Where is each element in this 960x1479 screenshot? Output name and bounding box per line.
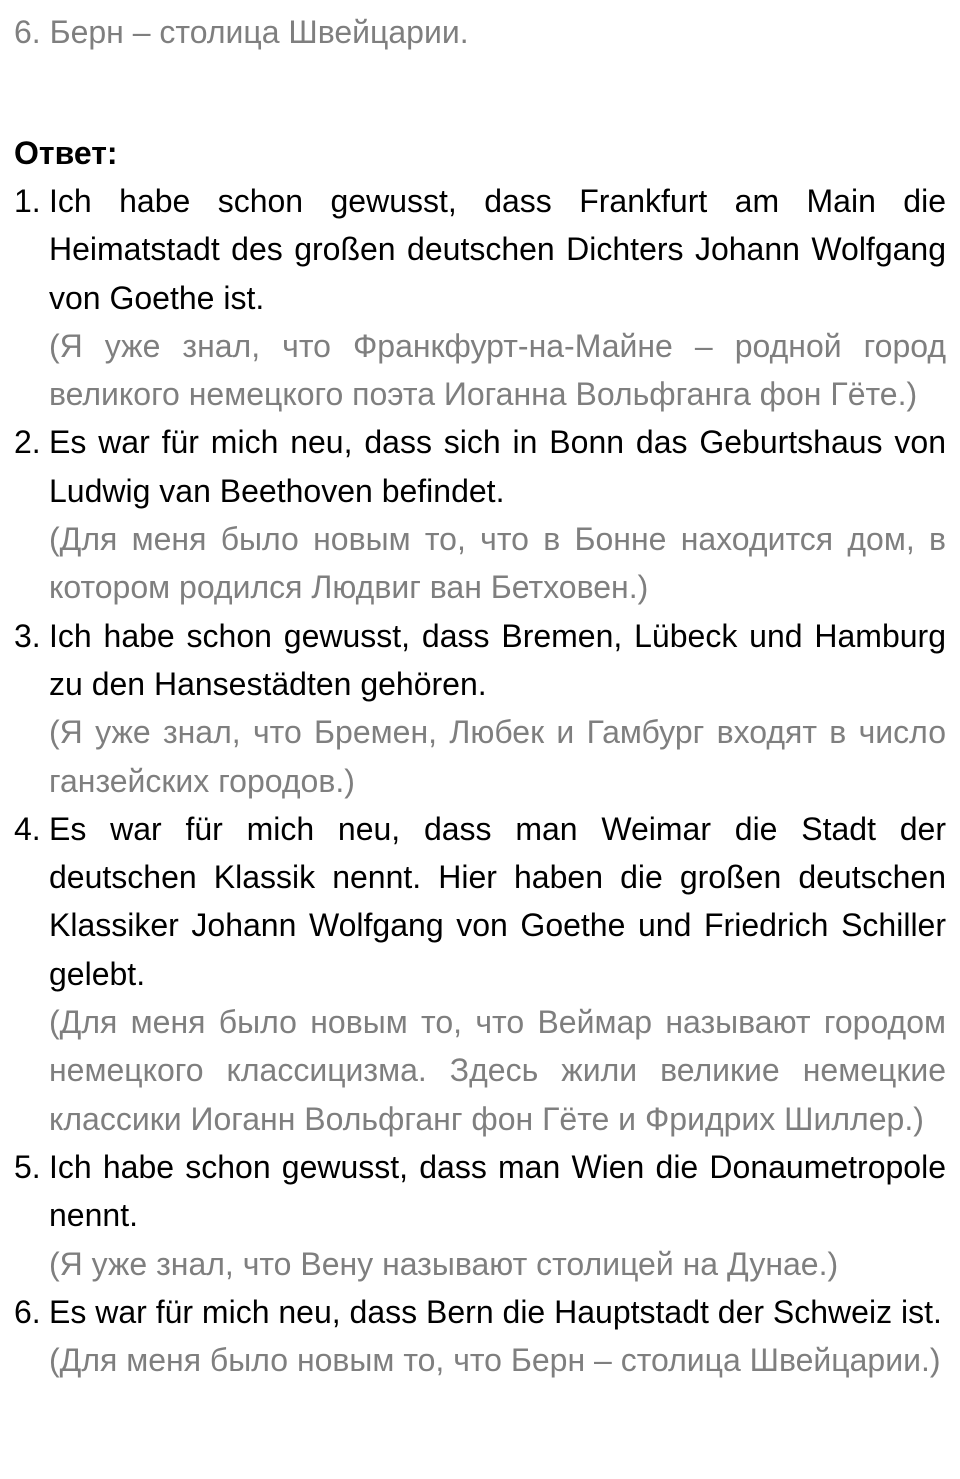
answer-body [49, 1288, 946, 1385]
answer-number: 3. [14, 617, 41, 654]
answer-number: 5. [14, 1148, 41, 1185]
german-sentence: Ich habe schon gewusst, dass man Wien die Donaumetropole nennt. [49, 1148, 946, 1234]
german-sentence: Ich habe schon gewusst, dass Frankfurt am Main die Heimatstadt des großen deutschen Dichters Johann Wolfgang von Goethe ist. [49, 183, 946, 316]
document-page [14, 0, 946, 1384]
answer-item-5 [14, 1143, 946, 1288]
russian-translation: (Для меня было новым то, что Берн – столица Швейцарии.) [49, 1342, 941, 1379]
answer-body [49, 612, 946, 805]
answer-body [49, 177, 946, 418]
answer-number: 6. [14, 1293, 41, 1330]
answer-number: 2. [14, 424, 41, 461]
answer-heading: Ответ: [14, 135, 118, 171]
answer-item-2 [14, 418, 946, 611]
answer-item-1 [14, 177, 946, 418]
answer-body [49, 418, 946, 611]
german-sentence: Es war für mich neu, dass Bern die Hauptstadt der Schweiz ist. [49, 1293, 942, 1330]
answer-number: 4. [14, 810, 41, 847]
german-sentence: Ich habe schon gewusst, dass Bremen, Lübeck und Hamburg zu den Hansestädten gehören. [49, 617, 946, 702]
previous-task-line: 6. Берн – столица Швейцарии. [14, 14, 469, 50]
answer-body [49, 805, 946, 1143]
russian-translation: (Я уже знал, что Вену называют столицей на Дунае.) [49, 1245, 839, 1282]
answer-body [49, 1143, 946, 1288]
answer-number: 1. [14, 183, 41, 219]
german-sentence: Es war für mich neu, dass man Weimar die Stadt der deutschen Klassik nennt. Hier haben die großen deutschen Klassiker Johann Wolfgang von Goethe und Friedrich Schiller gelebt. [49, 810, 946, 992]
russian-translation: (Для меня было новым то, что в Бонне находится дом, в котором родился Людвиг ван Бетховен.) [49, 521, 946, 606]
russian-translation: (Я уже знал, что Франкфурт-на-Майне – родной город великого немецкого поэта Иоганна Вольфганга фон Гёте.) [49, 327, 946, 413]
answer-list [14, 177, 946, 1384]
answer-item-6 [14, 1288, 946, 1385]
answer-item-4 [14, 805, 946, 1143]
answer-item-3 [14, 612, 946, 805]
german-sentence: Es war für mich neu, dass sich in Bonn das Geburtshaus von Ludwig van Beethoven befindet. [49, 424, 946, 509]
russian-translation: (Для меня было новым то, что Веймар называют городом немецкого классицизма. Здесь жили великие немецкие классики Иоганн Вольфганг фон Гёте и Фридрих Шиллер.) [49, 1004, 946, 1137]
russian-translation: (Я уже знал, что Бремен, Любек и Гамбург входят в число ганзейских городов.) [49, 714, 946, 799]
